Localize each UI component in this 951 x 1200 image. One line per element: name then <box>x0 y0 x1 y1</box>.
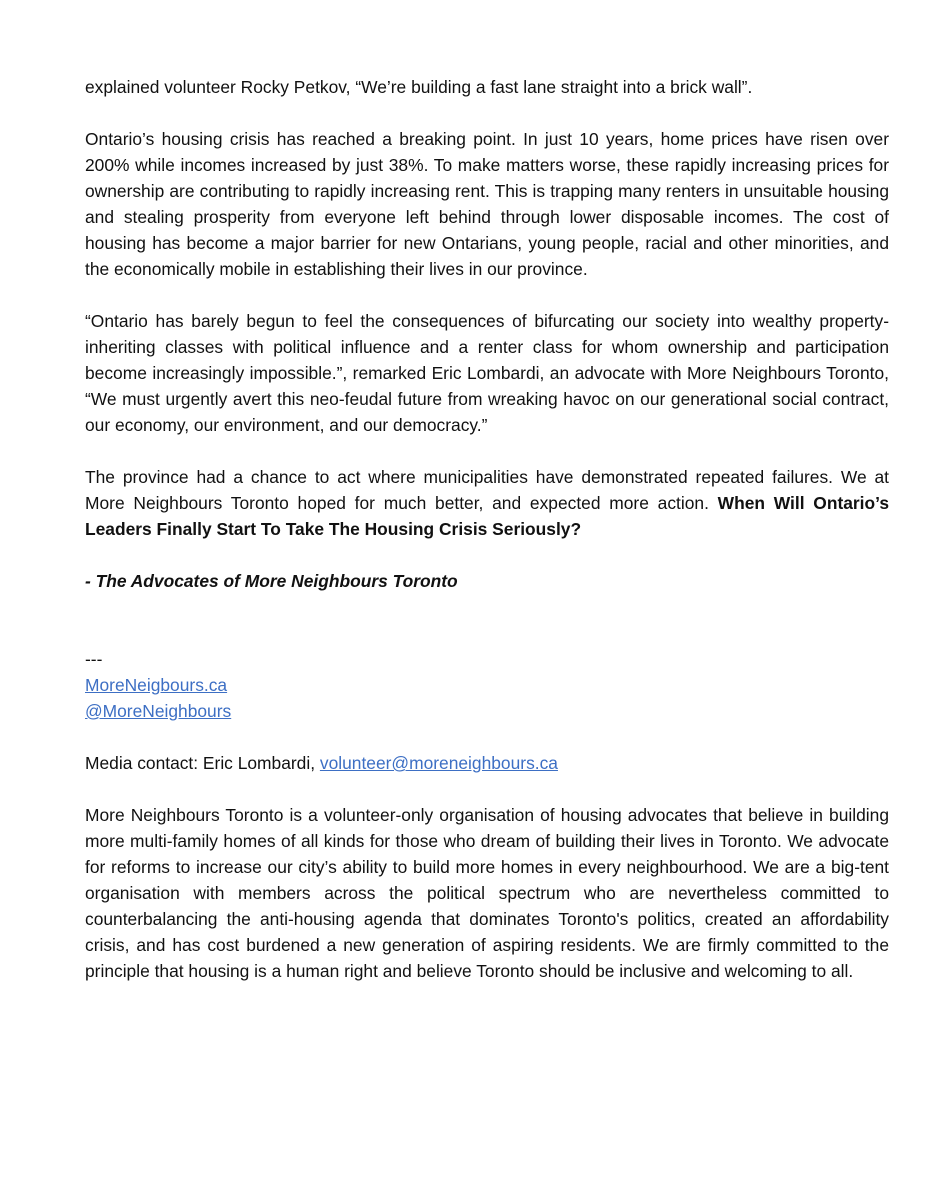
province-action-text: The province had a chance to act where municipalities have demonstrated repeated failures. We at More Neighbours Toronto hoped for much better, and expected more action. <box>85 467 889 513</box>
about-organisation-paragraph: More Neighbours Toronto is a volunteer-only organisation of housing advocates that believe in building more multi-family homes of all kinds for those who dream of building their lives in Toronto. We advocate for reforms to increase our city’s ability to build more homes in every neighbourhood. We are a big-tent organisation with members across the political spectrum who are nevertheless committed to counterbalancing the anti-housing agenda that dominates Toronto's politics, created an affordability crisis, and has cost burdened a new generation of aspiring residents. We are firmly committed to the principle that housing is a human right and believe Toronto should be inclusive and welcoming to all. <box>85 805 889 981</box>
press-release-page <box>85 74 889 1010</box>
contact-links <box>85 646 889 724</box>
quote-continuation-paragraph: explained volunteer Rocky Petkov, “We’re building a fast lane straight into a brick wall”. <box>85 77 753 97</box>
media-contact-email-link[interactable]: volunteer@moreneighbours.ca <box>319 753 558 773</box>
media-contact <box>85 750 889 776</box>
social-link[interactable]: @MoreNeighbours <box>85 701 232 721</box>
housing-crisis-paragraph: Ontario’s housing crisis has reached a breaking point. In just 10 years, home prices have risen over 200% while incomes increased by just 38%. To make matters worse, these rapidly increasing prices for ownership are contributing to rapidly increasing rent. This is trapping many renters in unsuitable housing and stealing prosperity from everyone left behind through lower disposable incomes. The cost of housing has become a major barrier for new Ontarians, young people, racial and other minorities, and the economically mobile in establishing their lives in our province. <box>85 129 889 279</box>
housing-crisis-question: When Will Ontario’s Leaders Finally Start To Take The Housing Crisis Seriously? <box>85 493 889 539</box>
media-contact-label: Media contact: Eric Lombardi, <box>85 753 320 773</box>
signature: - The Advocates of More Neighbours Toronto <box>85 571 458 591</box>
website-link[interactable]: MoreNeigbours.ca <box>85 675 228 695</box>
province-action-paragraph <box>85 464 889 542</box>
separator: --- <box>85 649 103 669</box>
lombardi-quote-paragraph: “Ontario has barely begun to feel the consequences of bifurcating our society into wealthy property-inheriting classes with political influence and a renter class for whom ownership and participation become increasingly impossible.”, remarked Eric Lombardi, an advocate with More Neighbours Toronto, “We must urgently avert this neo-feudal future from wreaking havoc on our generational social contract, our economy, our environment, and our democracy.” <box>85 311 889 435</box>
